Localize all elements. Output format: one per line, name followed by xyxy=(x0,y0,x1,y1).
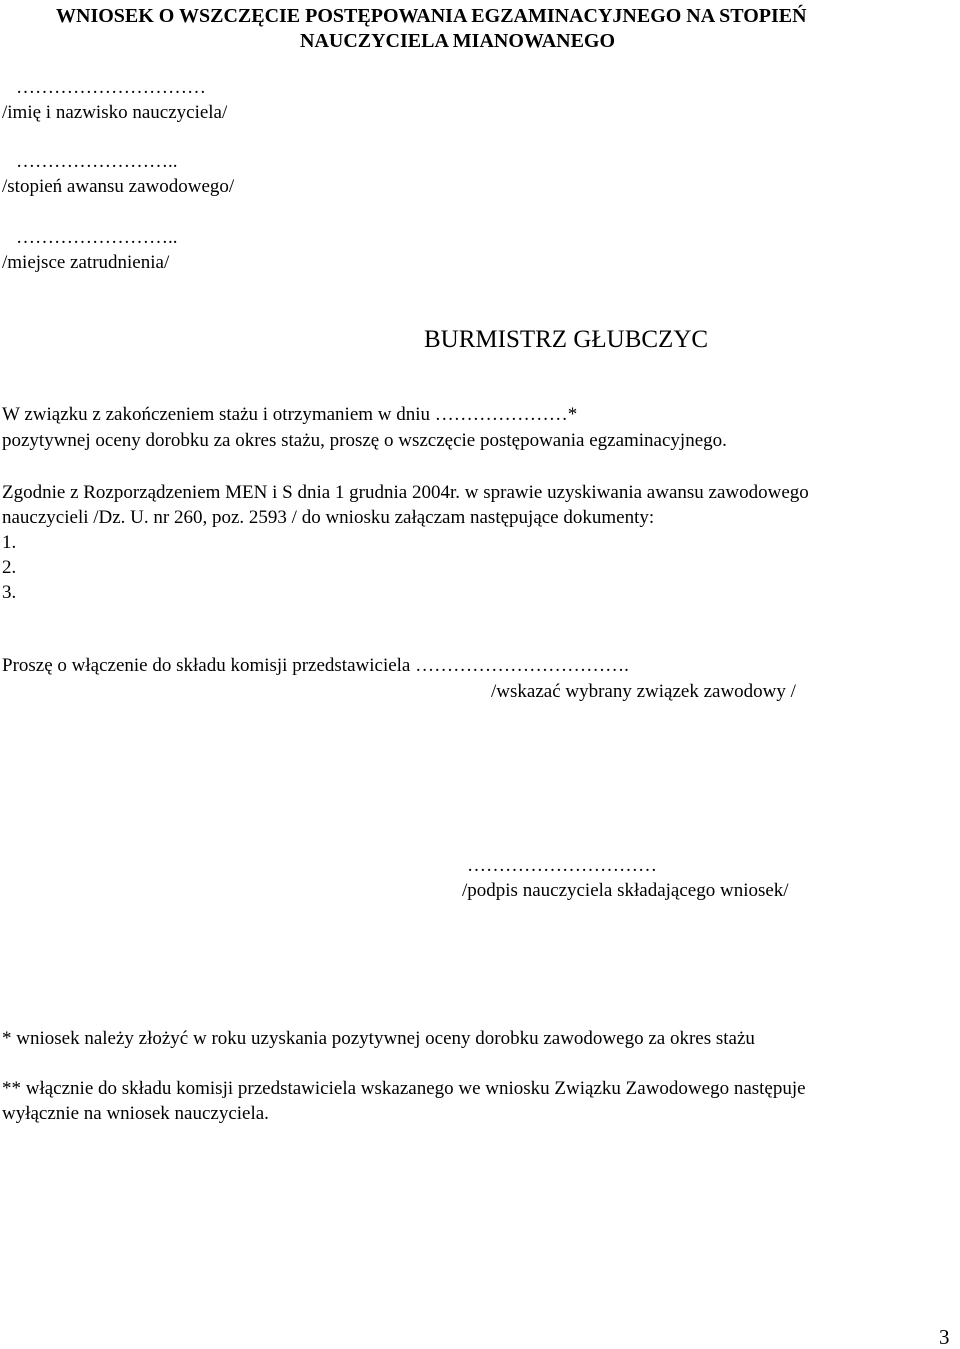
paragraph-1-line-1 xyxy=(2,403,577,427)
footnote-2-line-1: ** włącznie do składu komisji przedstawiciela wskazanego we wniosku Związku Zawodowego następuje xyxy=(2,1078,806,1099)
paragraph-1-line-2: pozytywnej oceny dorobku za okres stażu, proszę o wszczęcie postępowania egzaminacyjnego. xyxy=(2,430,727,451)
name-label: /imię i nazwisko nauczyciela/ xyxy=(2,102,228,123)
footnote-2-line-2: wyłącznie na wniosek nauczyciela. xyxy=(2,1103,269,1124)
paragraph-1-text-a: W związku z zakończeniem stażu i otrzymaniem w dniu xyxy=(2,404,435,425)
signature-dots: ………………………… xyxy=(467,855,657,876)
name-dots: ………………………… xyxy=(16,77,206,98)
signature-label: /podpis nauczyciela składającego wniosek/ xyxy=(462,880,789,901)
rank-label: /stopień awansu zawodowego/ xyxy=(2,176,235,197)
union-hint: /wskazać wybrany związek zawodowy / xyxy=(491,681,796,702)
document-title-line-1: WNIOSEK O WSZCZĘCIE POSTĘPOWANIA EGZAMINACYJNEGO NA STOPIEŃ xyxy=(56,5,807,27)
document-title-line-2: NAUCZYCIELA MIANOWANEGO xyxy=(300,30,616,52)
paragraph-2-line-1: Zgodnie z Rozporządzeniem MEN i S dnia 1 grudnia 2004r. w sprawie uzyskiwania awansu zawodowego xyxy=(2,482,809,503)
paragraph-3-line-1: Proszę o włączenie do składu komisji przedstawiciela ……………………………. xyxy=(2,655,629,676)
workplace-label: /miejsce zatrudnienia/ xyxy=(2,252,170,273)
addressee: BURMISTRZ GŁUBCZYC xyxy=(424,326,709,353)
footnote-marker: * xyxy=(567,404,578,425)
footnote-1: * wniosek należy złożyć w roku uzyskania pozytywnej oceny dorobku zawodowego za okres stażu xyxy=(2,1028,755,1049)
rank-dots: …………………….. xyxy=(16,151,178,172)
page-number: 3 xyxy=(939,1325,950,1349)
list-item: 2. xyxy=(2,557,17,578)
workplace-dots: …………………….. xyxy=(16,227,178,248)
paragraph-2-line-2: nauczycieli /Dz. U. nr 260, poz. 2593 / do wniosku załączam następujące dokumenty: xyxy=(2,507,655,528)
date-dots: ………………… xyxy=(434,404,568,425)
list-item: 1. xyxy=(2,532,17,553)
list-item: 3. xyxy=(2,582,17,603)
